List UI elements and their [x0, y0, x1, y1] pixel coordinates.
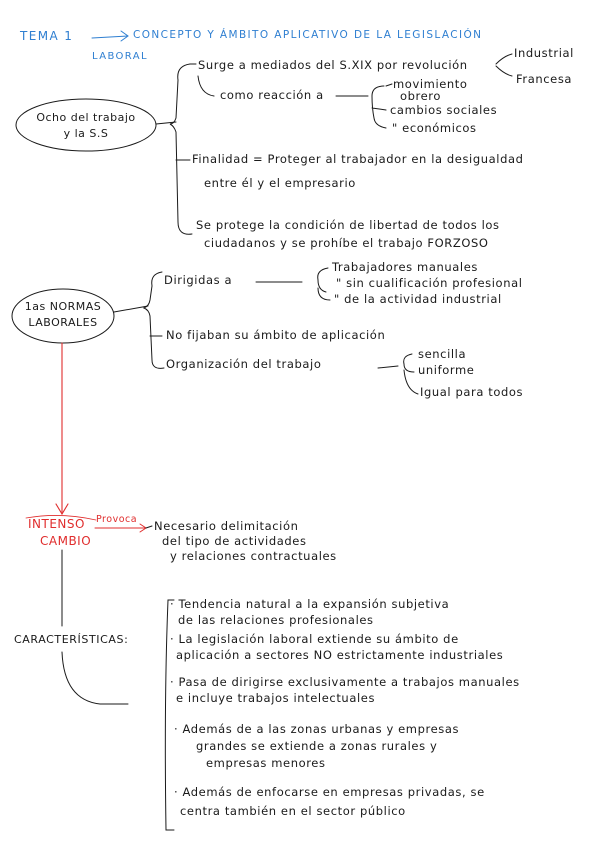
- bracket-organizacion: [404, 354, 418, 394]
- dirigidas-text: Dirigidas a: [164, 273, 233, 287]
- bullet2-line2: aplicación a sectores NO estrictamente industriales: [176, 648, 504, 662]
- bullet1-line1: · Tendencia natural a la expansión subjetiva: [170, 597, 450, 611]
- no-fijaban-text: No fijaban su ámbito de aplicación: [166, 328, 386, 342]
- page-title-line2: LABORAL: [92, 51, 148, 62]
- necesario-text: Necesario delimitación: [154, 519, 299, 533]
- igual-text: Igual para todos: [420, 385, 524, 399]
- bullet5-line1: · Además de enfocarse en empresas privadas, se: [174, 785, 485, 799]
- branch-reaccion: [198, 76, 214, 96]
- reaccion-text: como reacción a: [220, 88, 324, 102]
- bracket-section2: [144, 272, 164, 368]
- bracket-reaccion: [372, 84, 392, 128]
- necesario-text-line2: del tipo de actividades: [162, 534, 307, 548]
- trabajadores-text: Trabajadores manuales: [332, 260, 478, 274]
- branch-revolucion: [496, 54, 512, 76]
- bullet4-text: Además de a las zonas urbanas y empresas: [182, 722, 460, 736]
- bullet4-line2: grandes se extiende a zonas rurales y: [196, 739, 438, 753]
- protege-text: Se protege la condición de libertad de todos los: [196, 218, 500, 232]
- movimiento-text: movimiento: [393, 77, 468, 91]
- bullet1-text: Tendencia natural a la expansión subjetiva: [178, 597, 450, 611]
- cambios-sociales-text: cambios sociales: [390, 103, 498, 117]
- node-normas-line2: LABORALES: [28, 315, 98, 329]
- finalidad-text: Finalidad = Proteger al trabajador en la desigualdad: [192, 152, 524, 166]
- node-primeras-normas: [20, 299, 106, 331]
- bullet3-line2: e incluye trabajos intelectuales: [176, 691, 376, 705]
- provoca-arrow: [95, 524, 146, 532]
- economicos-text: " económicos: [392, 121, 477, 135]
- bullet3-text: Pasa de dirigirse exclusivamente a trabajos manuales: [178, 675, 520, 689]
- bracket-dirigidas: [318, 268, 330, 300]
- node-ocho-line1: Ocho del trabajo: [36, 111, 136, 124]
- uniforme-text: uniforme: [418, 363, 475, 377]
- provoca-text: Provoca: [96, 514, 138, 525]
- bracket-section1: [170, 64, 192, 234]
- cambio-text: CAMBIO: [40, 534, 92, 548]
- sencilla-text: sencilla: [418, 347, 467, 361]
- node-ocho-trabajo: [24, 110, 148, 142]
- bullet5-line2: centra también en el sector público: [180, 804, 406, 818]
- finalidad-text-line2: entre él y el empresario: [204, 176, 356, 190]
- connector-2: [114, 306, 148, 312]
- header-arrow: [92, 31, 128, 41]
- page-title: CONCEPTO Y ÁMBITO APLICATIVO DE LA LEGISLACIÓN: [133, 29, 483, 41]
- node-ocho-line2: y la S.S: [63, 126, 109, 140]
- industrial-text: Industrial: [514, 46, 574, 60]
- obrero-text: obrero: [400, 89, 441, 103]
- necesario-text-line3: y relaciones contractuales: [170, 549, 337, 563]
- bullet3-line1: · Pasa de dirigirse exclusivamente a trabajos manuales: [170, 675, 520, 689]
- bullet2-text: La legislación laboral extiende su ámbito de: [178, 632, 459, 646]
- organizacion-text: Organización del trabajo: [166, 357, 322, 371]
- sin-cualificacion-text: " sin cualificación profesional: [336, 276, 523, 290]
- caracteristicas-heading: CARACTERÍSTICAS:: [14, 633, 129, 646]
- tema-number: TEMA 1: [20, 29, 74, 43]
- surge-text: Surge a mediados del S.XIX por revolución: [198, 58, 468, 72]
- bullet5-text: Además de enfocarse en empresas privadas, se: [182, 785, 485, 799]
- bullet2-line1: · La legislación laboral extiende su ámbito de: [170, 632, 459, 646]
- francesa-text: Francesa: [516, 72, 573, 86]
- protege-text-line2: ciudadanos y se prohíbe el trabajo FORZOSO: [204, 236, 489, 250]
- actividad-industrial-text: " de la actividad industrial: [334, 292, 502, 306]
- bullet4-line3: empresas menores: [206, 756, 326, 770]
- connector-caracteristicas-bracket: [62, 652, 128, 704]
- bullet1-line2: de las relaciones profesionales: [178, 613, 374, 627]
- node-normas-line1: 1as NORMAS: [24, 300, 102, 313]
- red-arrow-down: [56, 343, 68, 514]
- intenso-text: INTENSO: [28, 517, 85, 531]
- bullet4-line1: · Además de a las zonas urbanas y empresas: [174, 722, 460, 736]
